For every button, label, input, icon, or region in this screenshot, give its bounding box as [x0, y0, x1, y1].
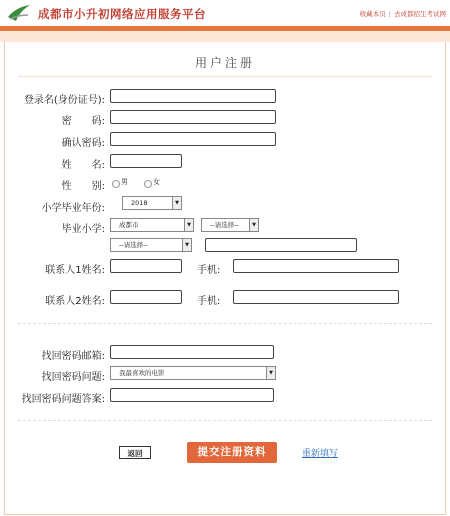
confirm-password-input[interactable]: [110, 132, 276, 146]
top-links: 收藏本页 | 去成都招生考试网: [359, 10, 446, 18]
contact1-name-input[interactable]: [110, 259, 182, 273]
bookmark-link[interactable]: 收藏本页: [359, 10, 386, 18]
contact2-phone-label: 手机:: [197, 296, 221, 307]
grad-year-select[interactable]: [122, 196, 182, 210]
password-input[interactable]: [110, 110, 276, 124]
logo-icon: [6, 3, 32, 23]
header-sub-bar: [0, 31, 450, 42]
name-input[interactable]: [110, 154, 182, 168]
grad-year-value: 2018: [131, 199, 148, 207]
form-title: 用户注册: [194, 56, 255, 70]
section-divider: [18, 420, 432, 421]
school-district-select[interactable]: [201, 218, 259, 232]
site-title: 成都市小升初网络应用服务平台: [38, 7, 206, 21]
password-label: 密 码:: [61, 116, 105, 127]
chevron-down-icon: ▼: [182, 239, 191, 251]
gender-female-radio[interactable]: [144, 180, 152, 188]
recovery-email-input[interactable]: [110, 345, 274, 359]
chevron-down-icon: ▼: [249, 219, 258, 231]
recovery-question-select[interactable]: [110, 366, 276, 380]
contact2-phone-input[interactable]: [233, 290, 399, 304]
section-divider: [18, 323, 432, 324]
login-input[interactable]: [110, 89, 276, 103]
confirm-password-label: 确认密码:: [61, 138, 105, 149]
login-label: 登录名(身份证号):: [23, 95, 105, 106]
back-button[interactable]: 返回: [119, 446, 151, 459]
reset-form-link[interactable]: 重新填写: [302, 449, 339, 459]
school-street-select[interactable]: [110, 238, 192, 252]
grad-year-label: 小学毕业年份:: [41, 203, 105, 214]
chevron-down-icon: ▼: [172, 197, 181, 209]
title-divider: [18, 76, 432, 77]
school-city-value: 成都市: [119, 221, 139, 229]
recovery-question-value: 我最喜欢的电影: [119, 369, 165, 377]
recovery-email-label: 找回密码邮箱:: [41, 351, 105, 362]
school-name-input[interactable]: [205, 238, 357, 252]
name-label: 姓 名:: [61, 160, 105, 171]
recovery-answer-label: 找回密码问题答案:: [21, 394, 105, 405]
school-street-value: --请选择--: [119, 241, 148, 249]
submit-registration-button[interactable]: 提交注册资料: [187, 442, 277, 463]
chevron-down-icon: ▼: [184, 219, 193, 231]
contact1-phone-input[interactable]: [233, 259, 399, 273]
gender-male-radio[interactable]: [112, 180, 120, 188]
gender-female-label: 女: [153, 178, 160, 186]
exam-site-link[interactable]: 去成都招生考试网: [394, 10, 446, 18]
recovery-answer-input[interactable]: [110, 388, 274, 402]
school-district-value: --请选择--: [210, 221, 239, 229]
school-city-select[interactable]: [110, 218, 194, 232]
gender-male-label: 男: [121, 178, 128, 186]
school-label: 毕业小学:: [61, 224, 105, 235]
chevron-down-icon: ▼: [266, 367, 275, 379]
contact1-name-label: 联系人1姓名:: [45, 265, 105, 276]
gender-label: 性 别:: [61, 181, 105, 192]
recovery-question-label: 找回密码问题:: [41, 372, 105, 383]
contact1-phone-label: 手机:: [197, 265, 221, 276]
top-header: [0, 0, 450, 26]
contact2-name-label: 联系人2姓名:: [45, 296, 105, 307]
contact2-name-input[interactable]: [110, 290, 182, 304]
